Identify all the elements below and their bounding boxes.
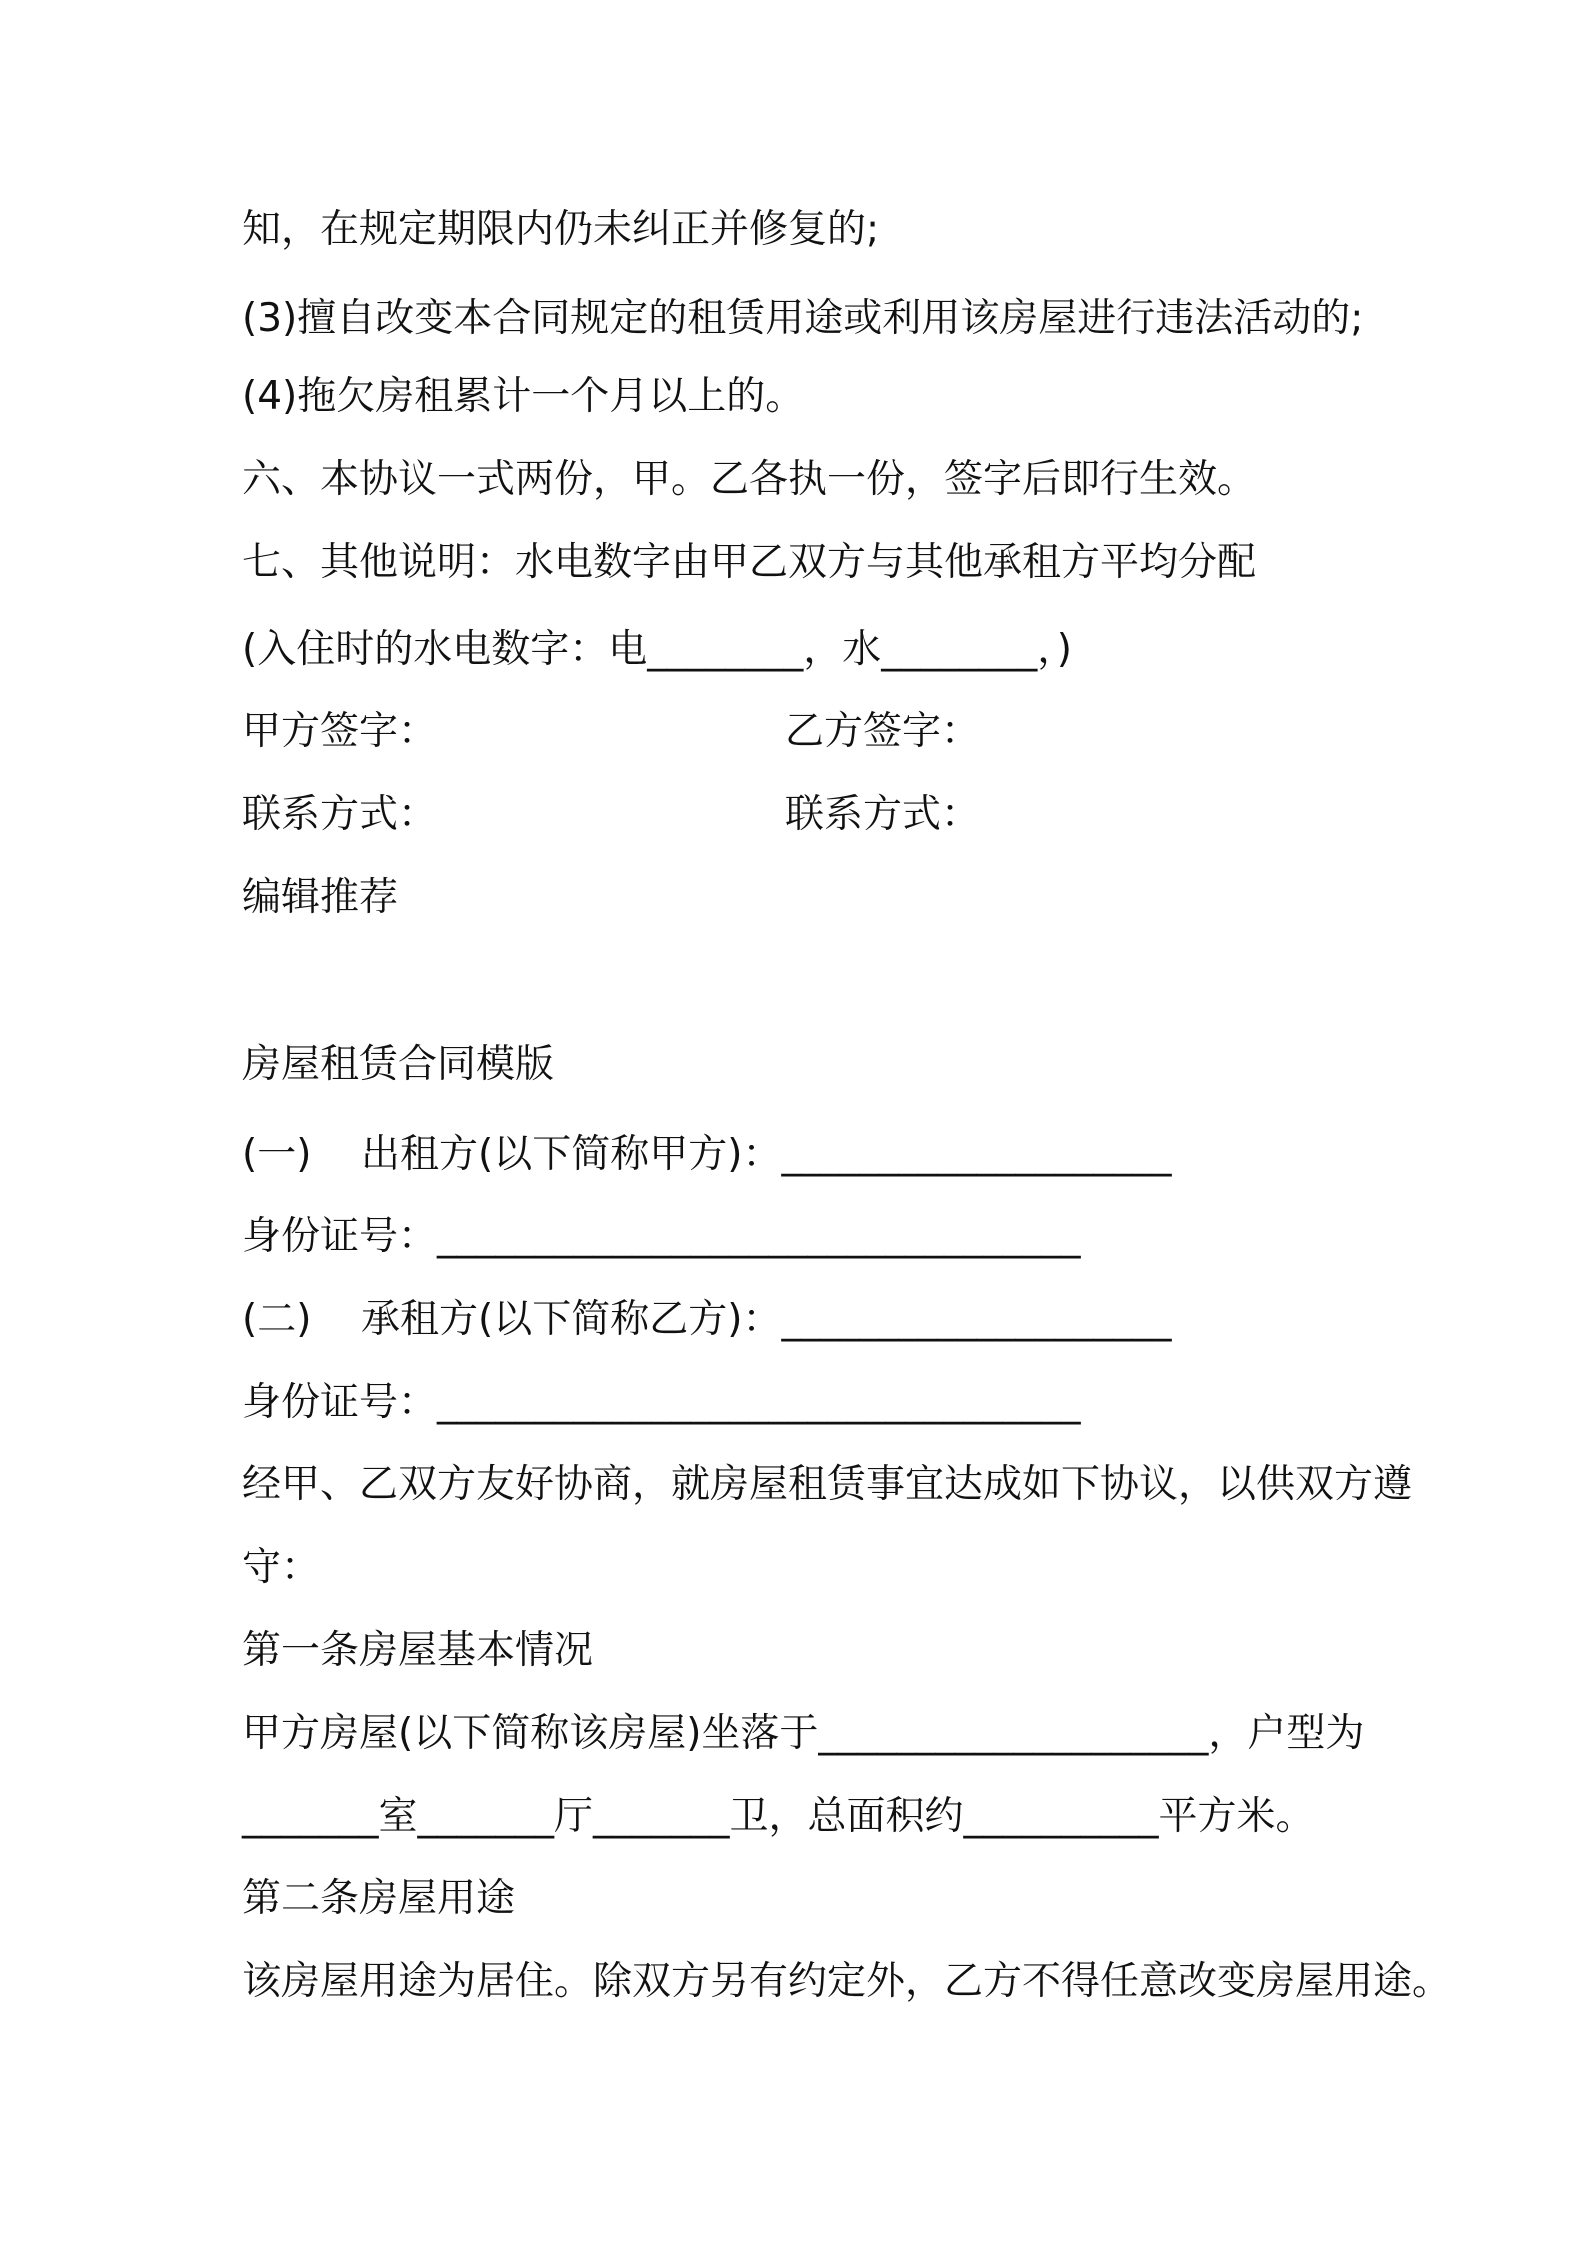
property-layout-line: _______室_______厅_______卫，总面积约__________平方米。 bbox=[242, 1794, 1315, 1839]
clause-3: (3)擅自改变本合同规定的租赁用途或利用该房屋进行违法活动的; bbox=[242, 296, 1364, 341]
party-a-contact-label: 联系方式： bbox=[242, 792, 438, 837]
lessor-id-line: 身份证号：_________________________________ bbox=[242, 1214, 1081, 1259]
editor-recommendation: 编辑推荐 bbox=[242, 875, 399, 920]
utility-readings: (入住时的水电数字：电________，水________，) bbox=[242, 627, 1072, 672]
property-usage-line: 该房屋用途为居住。除双方另有约定外，乙方不得任意改变房屋用途。 bbox=[242, 1959, 1452, 2004]
section-six: 六、本协议一式两份，甲。乙各执一份，签字后即行生效。 bbox=[242, 457, 1257, 502]
clause-4: (4)拖欠房租累计一个月以上的。 bbox=[242, 374, 805, 419]
text-line: 知，在规定期限内仍未纠正并修复的; bbox=[242, 207, 880, 252]
party-b-contact-label: 联系方式： bbox=[785, 792, 981, 837]
agreement-intro: 经甲、乙双方友好协商，就房屋租赁事宜达成如下协议，以供双方遵 bbox=[242, 1462, 1413, 1507]
document-title: 房屋租赁合同模版 bbox=[242, 1042, 555, 1087]
party-a-signature-label: 甲方签字： bbox=[242, 709, 438, 754]
property-location-line: 甲方房屋(以下简称该房屋)坐落于____________________，户型为 bbox=[242, 1711, 1365, 1756]
agreement-intro-cont: 守： bbox=[242, 1545, 321, 1590]
party-b-signature-label: 乙方签字： bbox=[785, 709, 981, 754]
lessee-id-line: 身份证号：_________________________________ bbox=[242, 1380, 1081, 1425]
section-seven: 七、其他说明：水电数字由甲乙双方与其他承租方平均分配 bbox=[242, 540, 1257, 585]
lessor-line: (一) 出租方(以下简称甲方)：____________________ bbox=[242, 1132, 1172, 1177]
article-two-heading: 第二条房屋用途 bbox=[242, 1876, 516, 1921]
article-one-heading: 第一条房屋基本情况 bbox=[242, 1628, 594, 1673]
lessee-line: (二) 承租方(以下简称乙方)：____________________ bbox=[242, 1297, 1172, 1342]
